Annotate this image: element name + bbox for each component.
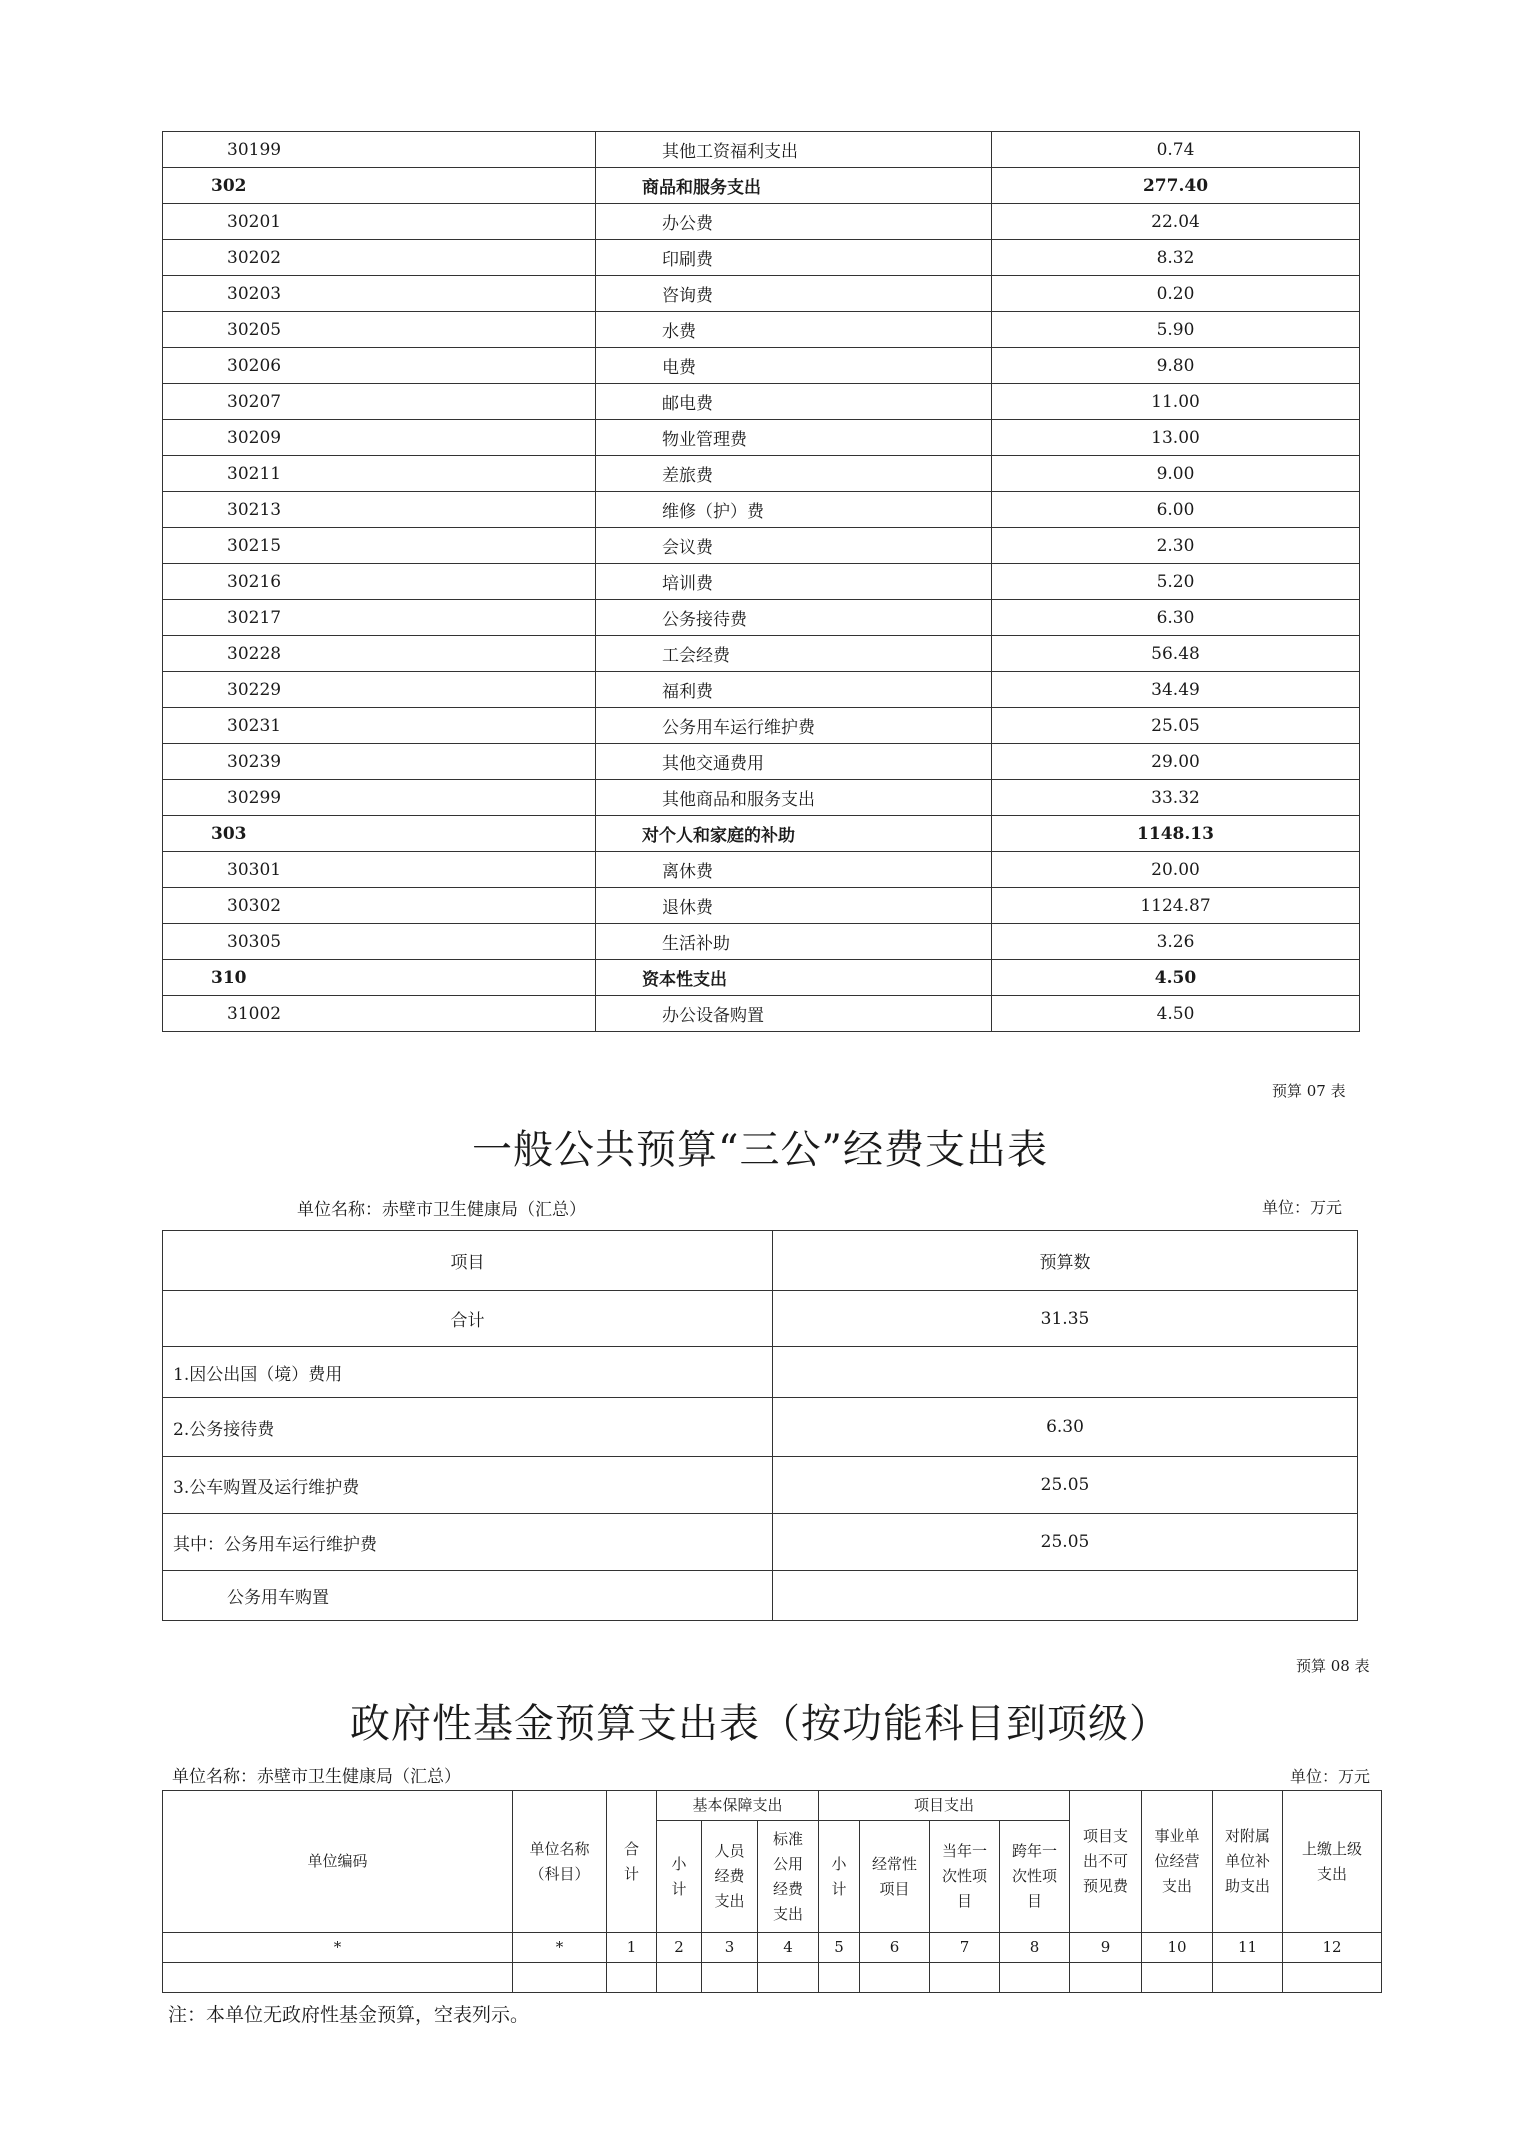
table-caption-07: 预算 07 表 <box>1272 1082 1346 1100</box>
econ-name-cell: 维修（护）费 <box>596 492 992 528</box>
header-unit-name-line: （科目） <box>529 1864 590 1883</box>
header-unit-name-line: 单位名称 <box>529 1839 590 1858</box>
econ-name-cell: 离休费 <box>596 852 992 888</box>
econ-name-cell: 公务用车运行维护费 <box>596 708 992 744</box>
total-row <box>163 1291 1358 1347</box>
index-cell: 12 <box>1283 1933 1382 1963</box>
econ-name-cell: 公务接待费 <box>596 600 992 636</box>
header-unit-code: 单位编码 <box>163 1791 513 1933</box>
econ-name-cell: 其他工资福利支出 <box>596 132 992 168</box>
amount-cell: 0.74 <box>992 132 1360 168</box>
index-cell: 9 <box>1070 1933 1142 1963</box>
empty-cell <box>607 1963 657 1993</box>
table-row <box>163 636 1360 672</box>
table-row <box>163 1398 1358 1457</box>
amount-cell: 20.00 <box>992 852 1360 888</box>
expenditure-by-economic-class-table <box>162 131 1360 1032</box>
index-cell: 10 <box>1142 1933 1213 1963</box>
table-row <box>163 456 1360 492</box>
amount-cell: 2.30 <box>992 528 1360 564</box>
table1-body <box>163 132 1360 1032</box>
header-line: 支出 <box>714 1892 745 1910</box>
header-regular <box>860 1821 930 1933</box>
header-line: 计 <box>831 1879 847 1898</box>
econ-name-cell: 咨询费 <box>596 276 992 312</box>
index-cell: 7 <box>930 1933 1000 1963</box>
index-cell: 5 <box>819 1933 860 1963</box>
econ-code-cell: 30302 <box>163 888 596 924</box>
three-public-expense-table <box>162 1230 1358 1621</box>
amount-cell: 5.20 <box>992 564 1360 600</box>
table-row <box>163 276 1360 312</box>
econ-name-cell: 资本性支出 <box>596 960 992 996</box>
table-row <box>163 384 1360 420</box>
econ-code-cell: 310 <box>163 960 596 996</box>
econ-name-cell: 对个人和家庭的补助 <box>596 816 992 852</box>
index-cell: 11 <box>1213 1933 1283 1963</box>
econ-code-cell: 30231 <box>163 708 596 744</box>
amount-cell: 56.48 <box>992 636 1360 672</box>
header-line: 标准 <box>773 1829 804 1848</box>
section-row <box>163 960 1360 996</box>
index-cell: 8 <box>1000 1933 1070 1963</box>
header-personnel <box>702 1821 758 1933</box>
table-row <box>163 528 1360 564</box>
header-line: 计 <box>671 1879 687 1898</box>
amount-cell: 5.90 <box>992 312 1360 348</box>
index-cell: 2 <box>657 1933 702 1963</box>
index-cell: 4 <box>758 1933 819 1963</box>
amount-cell: 34.49 <box>992 672 1360 708</box>
header-line: 支出 <box>1317 1864 1348 1883</box>
amount-cell: 3.26 <box>992 924 1360 960</box>
header-line: 目 <box>957 1892 973 1910</box>
index-cell: * <box>513 1933 607 1963</box>
header-unit-name <box>513 1791 607 1933</box>
econ-name-cell: 印刷费 <box>596 240 992 276</box>
header-oneoff <box>930 1821 1000 1933</box>
econ-name-cell: 办公费 <box>596 204 992 240</box>
row-value: 25.05 <box>773 1457 1358 1514</box>
row-value <box>773 1347 1358 1398</box>
amount-cell: 4.50 <box>992 960 1360 996</box>
table-row <box>163 564 1360 600</box>
table-row <box>163 204 1360 240</box>
table-header-row <box>163 1791 1382 1821</box>
amount-cell: 22.04 <box>992 204 1360 240</box>
index-cell: 3 <box>702 1933 758 1963</box>
econ-code-cell: 30229 <box>163 672 596 708</box>
table-row <box>163 312 1360 348</box>
econ-code-cell: 30305 <box>163 924 596 960</box>
header-line: 目 <box>1027 1892 1043 1910</box>
page-title-gov-fund: 政府性基金预算支出表（按功能科目到项级） <box>350 1701 1170 1747</box>
table-row <box>163 1347 1358 1398</box>
index-cell: * <box>163 1933 513 1963</box>
table-row <box>163 132 1360 168</box>
econ-code-cell: 30199 <box>163 132 596 168</box>
header-line: 次性项 <box>942 1867 988 1885</box>
empty-cell <box>1213 1963 1283 1993</box>
econ-code-cell: 30202 <box>163 240 596 276</box>
header-standard <box>758 1821 819 1933</box>
empty-cell <box>1000 1963 1070 1993</box>
header-total-line: 合 <box>623 1839 639 1858</box>
econ-code-cell: 30299 <box>163 780 596 816</box>
empty-cell <box>860 1963 930 1993</box>
amount-cell: 6.00 <box>992 492 1360 528</box>
econ-name-cell: 会议费 <box>596 528 992 564</box>
table-row <box>163 852 1360 888</box>
empty-cell <box>513 1963 607 1993</box>
total-label: 合计 <box>163 1291 773 1347</box>
econ-code-cell: 30207 <box>163 384 596 420</box>
econ-code-cell: 30228 <box>163 636 596 672</box>
table-row <box>163 924 1360 960</box>
header-crossyear <box>1000 1821 1070 1933</box>
table-row <box>163 1457 1358 1514</box>
table-row <box>163 996 1360 1032</box>
unit-name-label: 单位名称：赤壁市卫生健康局（汇总） <box>297 1200 586 1220</box>
econ-name-cell: 办公设备购置 <box>596 996 992 1032</box>
econ-code-cell: 30301 <box>163 852 596 888</box>
econ-code-cell: 30203 <box>163 276 596 312</box>
gov-fund-expense-table <box>162 1790 1382 1993</box>
table-row <box>163 420 1360 456</box>
econ-name-cell: 其他交通费用 <box>596 744 992 780</box>
empty-cell <box>702 1963 758 1993</box>
empty-data-row <box>163 1963 1382 1993</box>
header-business <box>1142 1791 1213 1933</box>
table-row <box>163 744 1360 780</box>
header-line: 公用 <box>773 1854 804 1873</box>
econ-name-cell: 工会经费 <box>596 636 992 672</box>
header-line: 单位补 <box>1225 1852 1271 1870</box>
header-basic: 基本保障支出 <box>657 1791 819 1821</box>
header-line: 对附属 <box>1225 1827 1271 1845</box>
header-line: 出不可 <box>1083 1852 1129 1870</box>
section-row <box>163 168 1360 204</box>
header-total-line: 计 <box>623 1864 639 1883</box>
header-line: 小 <box>831 1854 847 1873</box>
row-label: 3.公车购置及运行维护费 <box>163 1457 773 1514</box>
header-subsidy <box>1213 1791 1283 1933</box>
header-line: 支出 <box>1162 1877 1193 1895</box>
empty-cell <box>1070 1963 1142 1993</box>
table-row <box>163 672 1360 708</box>
amount-cell: 11.00 <box>992 384 1360 420</box>
index-cell: 6 <box>860 1933 930 1963</box>
total-value: 31.35 <box>773 1291 1358 1347</box>
econ-code-cell: 30215 <box>163 528 596 564</box>
econ-name-cell: 退休费 <box>596 888 992 924</box>
econ-name-cell: 邮电费 <box>596 384 992 420</box>
header-line: 事业单 <box>1154 1827 1200 1845</box>
econ-name-cell: 福利费 <box>596 672 992 708</box>
table-row <box>163 600 1360 636</box>
index-row <box>163 1933 1382 1963</box>
header-unforeseen <box>1070 1791 1142 1933</box>
header-line: 预见费 <box>1083 1877 1129 1895</box>
amount-cell: 25.05 <box>992 708 1360 744</box>
header-total <box>607 1791 657 1933</box>
header-item: 项目 <box>163 1231 773 1291</box>
unit-label: 单位：万元 <box>1262 1198 1343 1217</box>
table-row <box>163 1571 1358 1621</box>
empty-cell <box>819 1963 860 1993</box>
amount-cell: 1148.13 <box>992 816 1360 852</box>
row-value <box>773 1571 1358 1621</box>
econ-name-cell: 水费 <box>596 312 992 348</box>
section-row <box>163 816 1360 852</box>
empty-cell <box>1142 1963 1213 1993</box>
econ-name-cell: 物业管理费 <box>596 420 992 456</box>
row-label: 1.因公出国（境）费用 <box>163 1347 773 1398</box>
table-row <box>163 780 1360 816</box>
header-remit <box>1283 1791 1382 1933</box>
econ-code-cell: 30216 <box>163 564 596 600</box>
amount-cell: 9.80 <box>992 348 1360 384</box>
amount-cell: 13.00 <box>992 420 1360 456</box>
econ-name-cell: 培训费 <box>596 564 992 600</box>
econ-code-cell: 302 <box>163 168 596 204</box>
amount-cell: 277.40 <box>992 168 1360 204</box>
row-value: 6.30 <box>773 1398 1358 1457</box>
table-caption-08: 预算 08 表 <box>1296 1657 1370 1675</box>
empty-cell <box>657 1963 702 1993</box>
row-label: 其中：公务用车运行维护费 <box>163 1514 773 1571</box>
amount-cell: 0.20 <box>992 276 1360 312</box>
amount-cell: 33.32 <box>992 780 1360 816</box>
header-budget: 预算数 <box>773 1231 1358 1291</box>
econ-code-cell: 30213 <box>163 492 596 528</box>
unit-label: 单位：万元 <box>1290 1767 1371 1786</box>
econ-code-cell: 30205 <box>163 312 596 348</box>
header-line: 助支出 <box>1225 1877 1271 1895</box>
empty-cell <box>163 1963 513 1993</box>
footnote: 注：本单位无政府性基金预算，空表列示。 <box>168 2004 530 2026</box>
table-row <box>163 708 1360 744</box>
econ-name-cell: 生活补助 <box>596 924 992 960</box>
header-project: 项目支出 <box>819 1791 1070 1821</box>
header-line: 跨年一 <box>1012 1842 1058 1860</box>
header-basic-subtotal <box>657 1821 702 1933</box>
header-line: 人员 <box>714 1842 745 1860</box>
amount-cell: 4.50 <box>992 996 1360 1032</box>
econ-name-cell: 商品和服务支出 <box>596 168 992 204</box>
amount-cell: 29.00 <box>992 744 1360 780</box>
row-label: 公务用车购置 <box>163 1571 773 1621</box>
econ-code-cell: 303 <box>163 816 596 852</box>
header-line: 经费 <box>714 1867 745 1885</box>
econ-code-cell: 30209 <box>163 420 596 456</box>
econ-name-cell: 差旅费 <box>596 456 992 492</box>
header-line: 当年一 <box>942 1842 988 1860</box>
empty-cell <box>1283 1963 1382 1993</box>
econ-code-cell: 30239 <box>163 744 596 780</box>
table-row <box>163 1514 1358 1571</box>
table-header-row <box>163 1231 1358 1291</box>
table-row <box>163 240 1360 276</box>
table-row <box>163 888 1360 924</box>
econ-code-cell: 30206 <box>163 348 596 384</box>
header-line: 次性项 <box>1012 1867 1058 1885</box>
econ-code-cell: 30211 <box>163 456 596 492</box>
header-line: 项目 <box>879 1879 910 1898</box>
econ-code-cell: 30217 <box>163 600 596 636</box>
econ-code-cell: 30201 <box>163 204 596 240</box>
header-line: 经费 <box>773 1879 804 1898</box>
empty-cell <box>930 1963 1000 1993</box>
amount-cell: 8.32 <box>992 240 1360 276</box>
header-line: 经常性 <box>872 1854 918 1873</box>
econ-code-cell: 31002 <box>163 996 596 1032</box>
row-value: 25.05 <box>773 1514 1358 1571</box>
header-line: 项目支 <box>1083 1827 1129 1845</box>
econ-name-cell: 电费 <box>596 348 992 384</box>
amount-cell: 1124.87 <box>992 888 1360 924</box>
econ-name-cell: 其他商品和服务支出 <box>596 780 992 816</box>
index-cell: 1 <box>607 1933 657 1963</box>
header-line: 支出 <box>773 1904 804 1923</box>
table-row <box>163 348 1360 384</box>
header-line: 上缴上级 <box>1302 1839 1363 1858</box>
empty-cell <box>758 1963 819 1993</box>
header-line: 位经营 <box>1154 1852 1200 1870</box>
amount-cell: 6.30 <box>992 600 1360 636</box>
row-label: 2.公务接待费 <box>163 1398 773 1457</box>
header-line: 小 <box>671 1854 687 1873</box>
page-title-three-public: 一般公共预算“三公”经费支出表 <box>472 1127 1048 1173</box>
table-row <box>163 492 1360 528</box>
amount-cell: 9.00 <box>992 456 1360 492</box>
header-project-subtotal <box>819 1821 860 1933</box>
unit-name-label: 单位名称：赤壁市卫生健康局（汇总） <box>172 1767 461 1787</box>
